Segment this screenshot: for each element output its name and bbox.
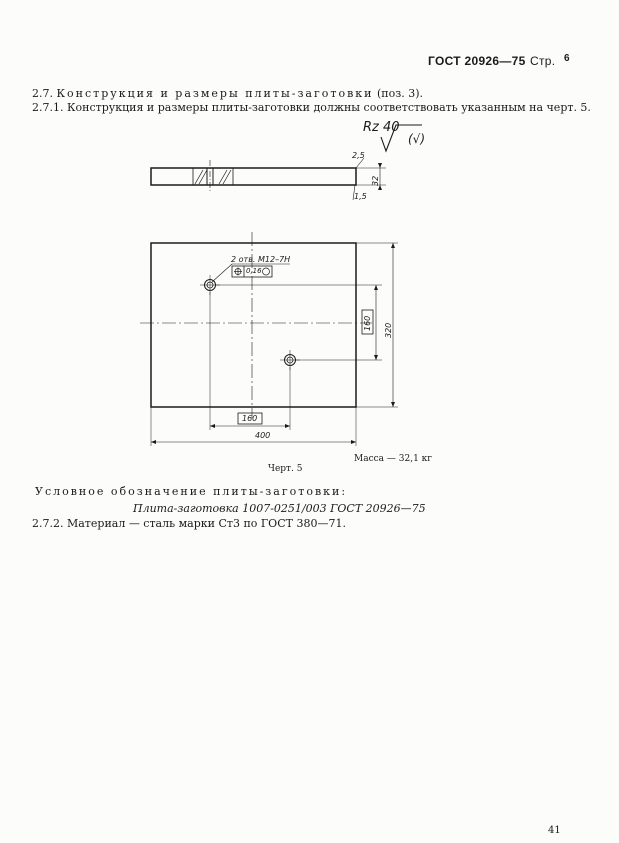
dim-chamfer-top: 2,5 xyxy=(352,151,365,160)
dim-height-total: 320 xyxy=(384,322,393,338)
figure-caption: Черт. 5 xyxy=(268,464,303,474)
roughness-value: Rz 40 xyxy=(363,120,400,135)
sheet-number: 41 xyxy=(548,825,561,836)
dim-thickness: 32 xyxy=(371,175,380,186)
dim-hole-vertical: 160 xyxy=(363,315,372,331)
designation-example: Плита-заготовка 1007-0251/003 ГОСТ 20926—75 xyxy=(133,502,426,515)
section-heading-number: 2.7. xyxy=(32,87,53,100)
mass-note: Масса — 32,1 кг xyxy=(354,454,432,464)
paragraph-2-7-1: 2.7.1. Конструкция и размеры плиты-заготовки должны соответствовать указанным на черт. 5. xyxy=(32,101,591,114)
hole-note: 2 отв. М12–7Н xyxy=(231,255,291,264)
page-label: Стр. xyxy=(530,54,556,68)
dim-chamfer-bottom: 1,5 xyxy=(354,192,367,201)
section-heading-text: Конструкция и размеры плиты-заготовки xyxy=(56,87,374,100)
dim-width-total: 400 xyxy=(255,431,271,440)
page-number: 6 xyxy=(564,53,570,64)
roughness-rest: (√) xyxy=(408,132,426,146)
section-heading-ref: (поз. 3). xyxy=(377,87,424,100)
standard-number: ГОСТ 20926—75 xyxy=(428,54,526,68)
position-tolerance-value: 0,16 xyxy=(246,267,262,275)
designation-label: Условное обозначение плиты-заготовки: xyxy=(35,485,348,498)
dim-hole-horizontal: 160 xyxy=(242,414,258,423)
paragraph-2-7-2: 2.7.2. Материал — сталь марки Ст3 по ГОСТ 380—71. xyxy=(32,517,346,530)
plate-side-view xyxy=(151,168,356,185)
